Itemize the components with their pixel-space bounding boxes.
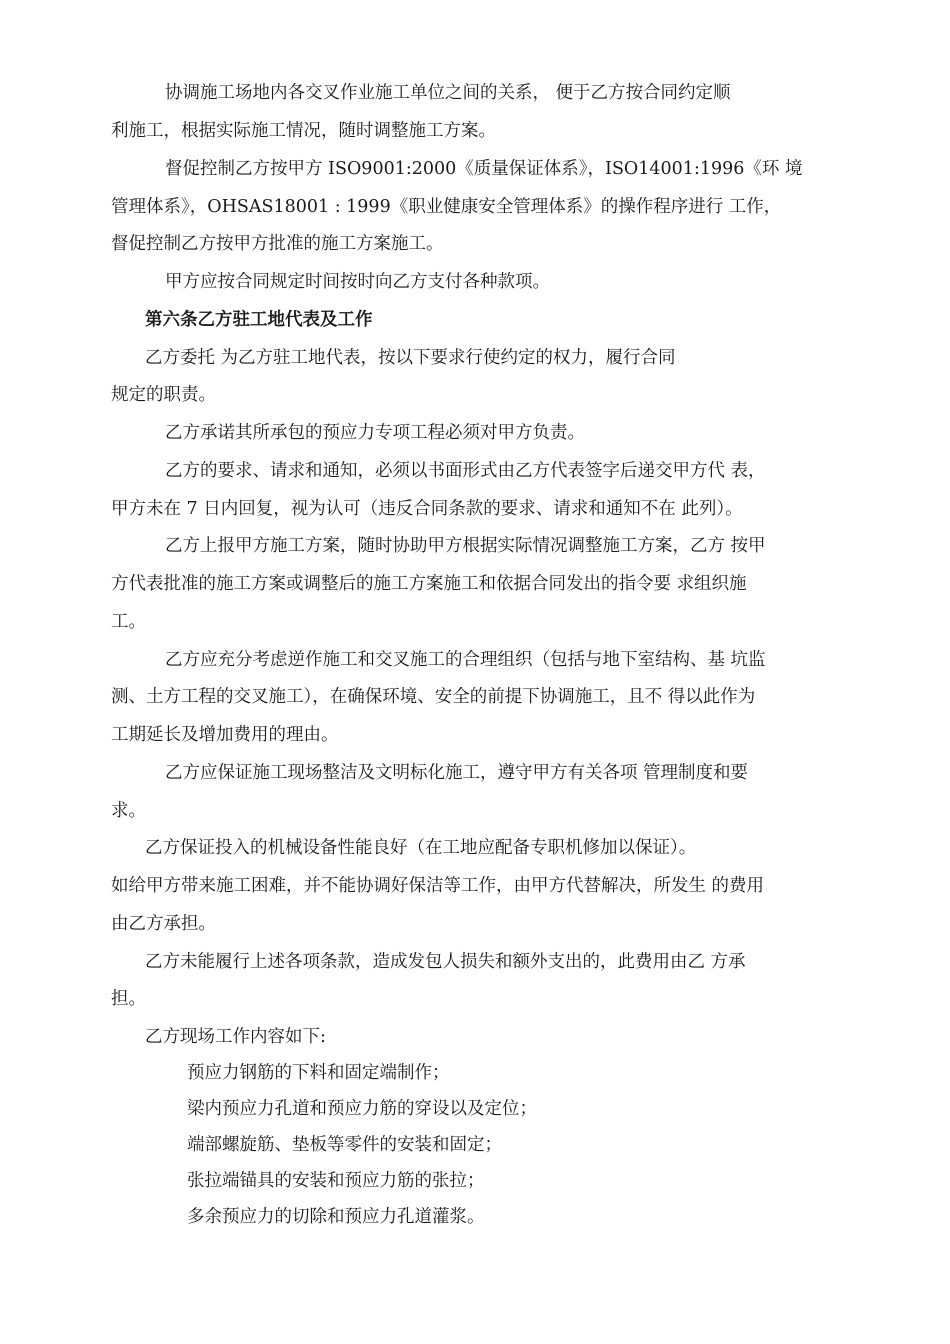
paragraph-line: 乙方应保证施工现场整洁及文明标化施工，遵守甲方有关各项 管理制度和要 [165,763,749,783]
paragraph-line: 如给甲方带来施工困难，并不能协调好保洁等工作，由甲方代替解决，所发生 的费用 [111,876,765,896]
paragraph-line: 管理体系》，OHSAS18001 : 1999《职业健康安全管理体系》的操作程序进行 工作， [111,197,782,217]
paragraph-line: 甲方应按合同规定时间按时向乙方支付各种款项。 [165,272,550,292]
paragraph-line: 乙方未能履行上述各项条款，造成发包人损失和额外支出的，此费用由乙 方承 [145,952,746,972]
paragraph-line: 乙方现场工作内容如下: [145,1027,326,1047]
list-item: 张拉端锚具的安装和预应力筋的张拉； [187,1171,485,1191]
paragraph-line: 乙方上报甲方施工方案，随时协助甲方根据实际情况调整施工方案，乙方 按甲 [165,536,766,556]
paragraph-line: 乙方应充分考虑逆作施工和交叉施工的合理组织（包括与地下室结构、基 坑监 [165,650,766,670]
paragraph-line: 担。 [111,989,146,1009]
list-item: 端部螺旋筋、垫板等零件的安装和固定； [187,1135,502,1155]
paragraph-line: 工期延长及增加费用的理由。 [111,725,339,745]
list-item: 预应力钢筋的下料和固定端制作； [187,1063,450,1083]
paragraph-line: 工。 [111,612,146,632]
paragraph-line: 乙方的要求、请求和通知，必须以书面形式由乙方代表签字后递交甲方代 表， [165,461,766,481]
paragraph-line: 方代表批准的施工方案或调整后的施工方案施工和依据合同发出的指令要 求组织施 [111,574,747,594]
paragraph-line: 乙方保证投入的机械设备性能良好（在工地应配备专职机修加以保证）。 [145,838,697,858]
paragraph-line: 由乙方承担。 [111,914,216,934]
list-item: 梁内预应力孔道和预应力筋的穿设以及定位； [187,1099,537,1119]
paragraph-line: 乙方委托 为乙方驻工地代表，按以下要求行使约定的权力，履行合同 [145,348,676,368]
list-item: 多余预应力的切除和预应力孔道灌浆。 [187,1207,485,1227]
paragraph-line: 测、土方工程的交叉施工），在确保环境、安全的前提下协调施工，且不 得以此作为 [111,687,756,707]
paragraph-line: 督促控制乙方按甲方 ISO9001:2000《质量保证体系》，ISO14001:1996《环 境 [165,159,803,179]
paragraph-line: 乙方承诺其所承包的预应力专项工程必须对甲方负责。 [165,423,585,443]
paragraph-line: 规定的职责。 [111,385,216,405]
paragraph-line: 甲方未在 7 日内回复，视为认可（违反合同条款的要求、请求和通知不在 此列）。 [111,499,743,519]
section-heading: 第六条乙方驻工地代表及工作 [145,310,373,330]
paragraph-line: 协调施工场地内各交叉作业施工单位之间的关系， 便于乙方按合同约定顺 [165,83,731,103]
paragraph-line: 利施工，根据实际施工情况，随时调整施工方案。 [111,121,496,141]
paragraph-line: 督促控制乙方按甲方批准的施工方案施工。 [111,234,444,254]
paragraph-line: 求。 [111,801,146,821]
